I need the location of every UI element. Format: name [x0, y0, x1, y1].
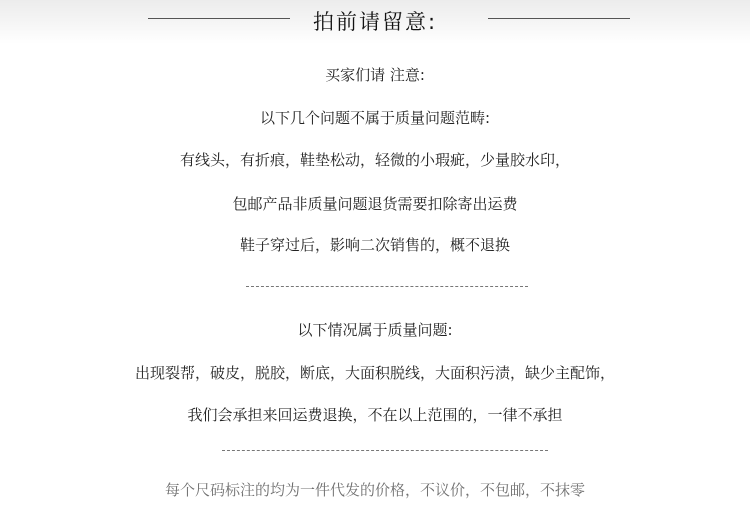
quality-items: 出现裂帮，破皮，脱胶，断底，大面积脱线，大面积污渍，缺少主配饰， — [134, 364, 615, 382]
coverage-policy: 我们会承担来回运费退换，不在以上范围的，一律不承担 — [187, 406, 563, 424]
return-shipping-policy: 包邮产品非质量问题退货需要扣除寄出运费 — [232, 195, 518, 213]
page-title: 拍前请留意: — [312, 10, 438, 34]
notice-greeting: 买家们请 注意: — [325, 66, 425, 84]
not-quality-items: 有线头，有折痕，鞋垫松动，轻微的小瑕疵，少量胶水印， — [179, 151, 570, 169]
header-right-rule — [488, 18, 630, 19]
quality-heading: 以下情况属于质量问题: — [297, 321, 453, 339]
header-banner — [0, 0, 750, 44]
worn-return-policy: 鞋子穿过后，影响二次销售的，概不退换 — [239, 236, 510, 254]
divider-top — [246, 286, 528, 287]
not-quality-heading: 以下几个问题不属于质量问题范畴: — [259, 109, 491, 127]
divider-bottom — [222, 450, 548, 451]
price-note: 每个尺码标注的均为一件代发的价格，不议价，不包邮，不抹零 — [164, 481, 585, 499]
